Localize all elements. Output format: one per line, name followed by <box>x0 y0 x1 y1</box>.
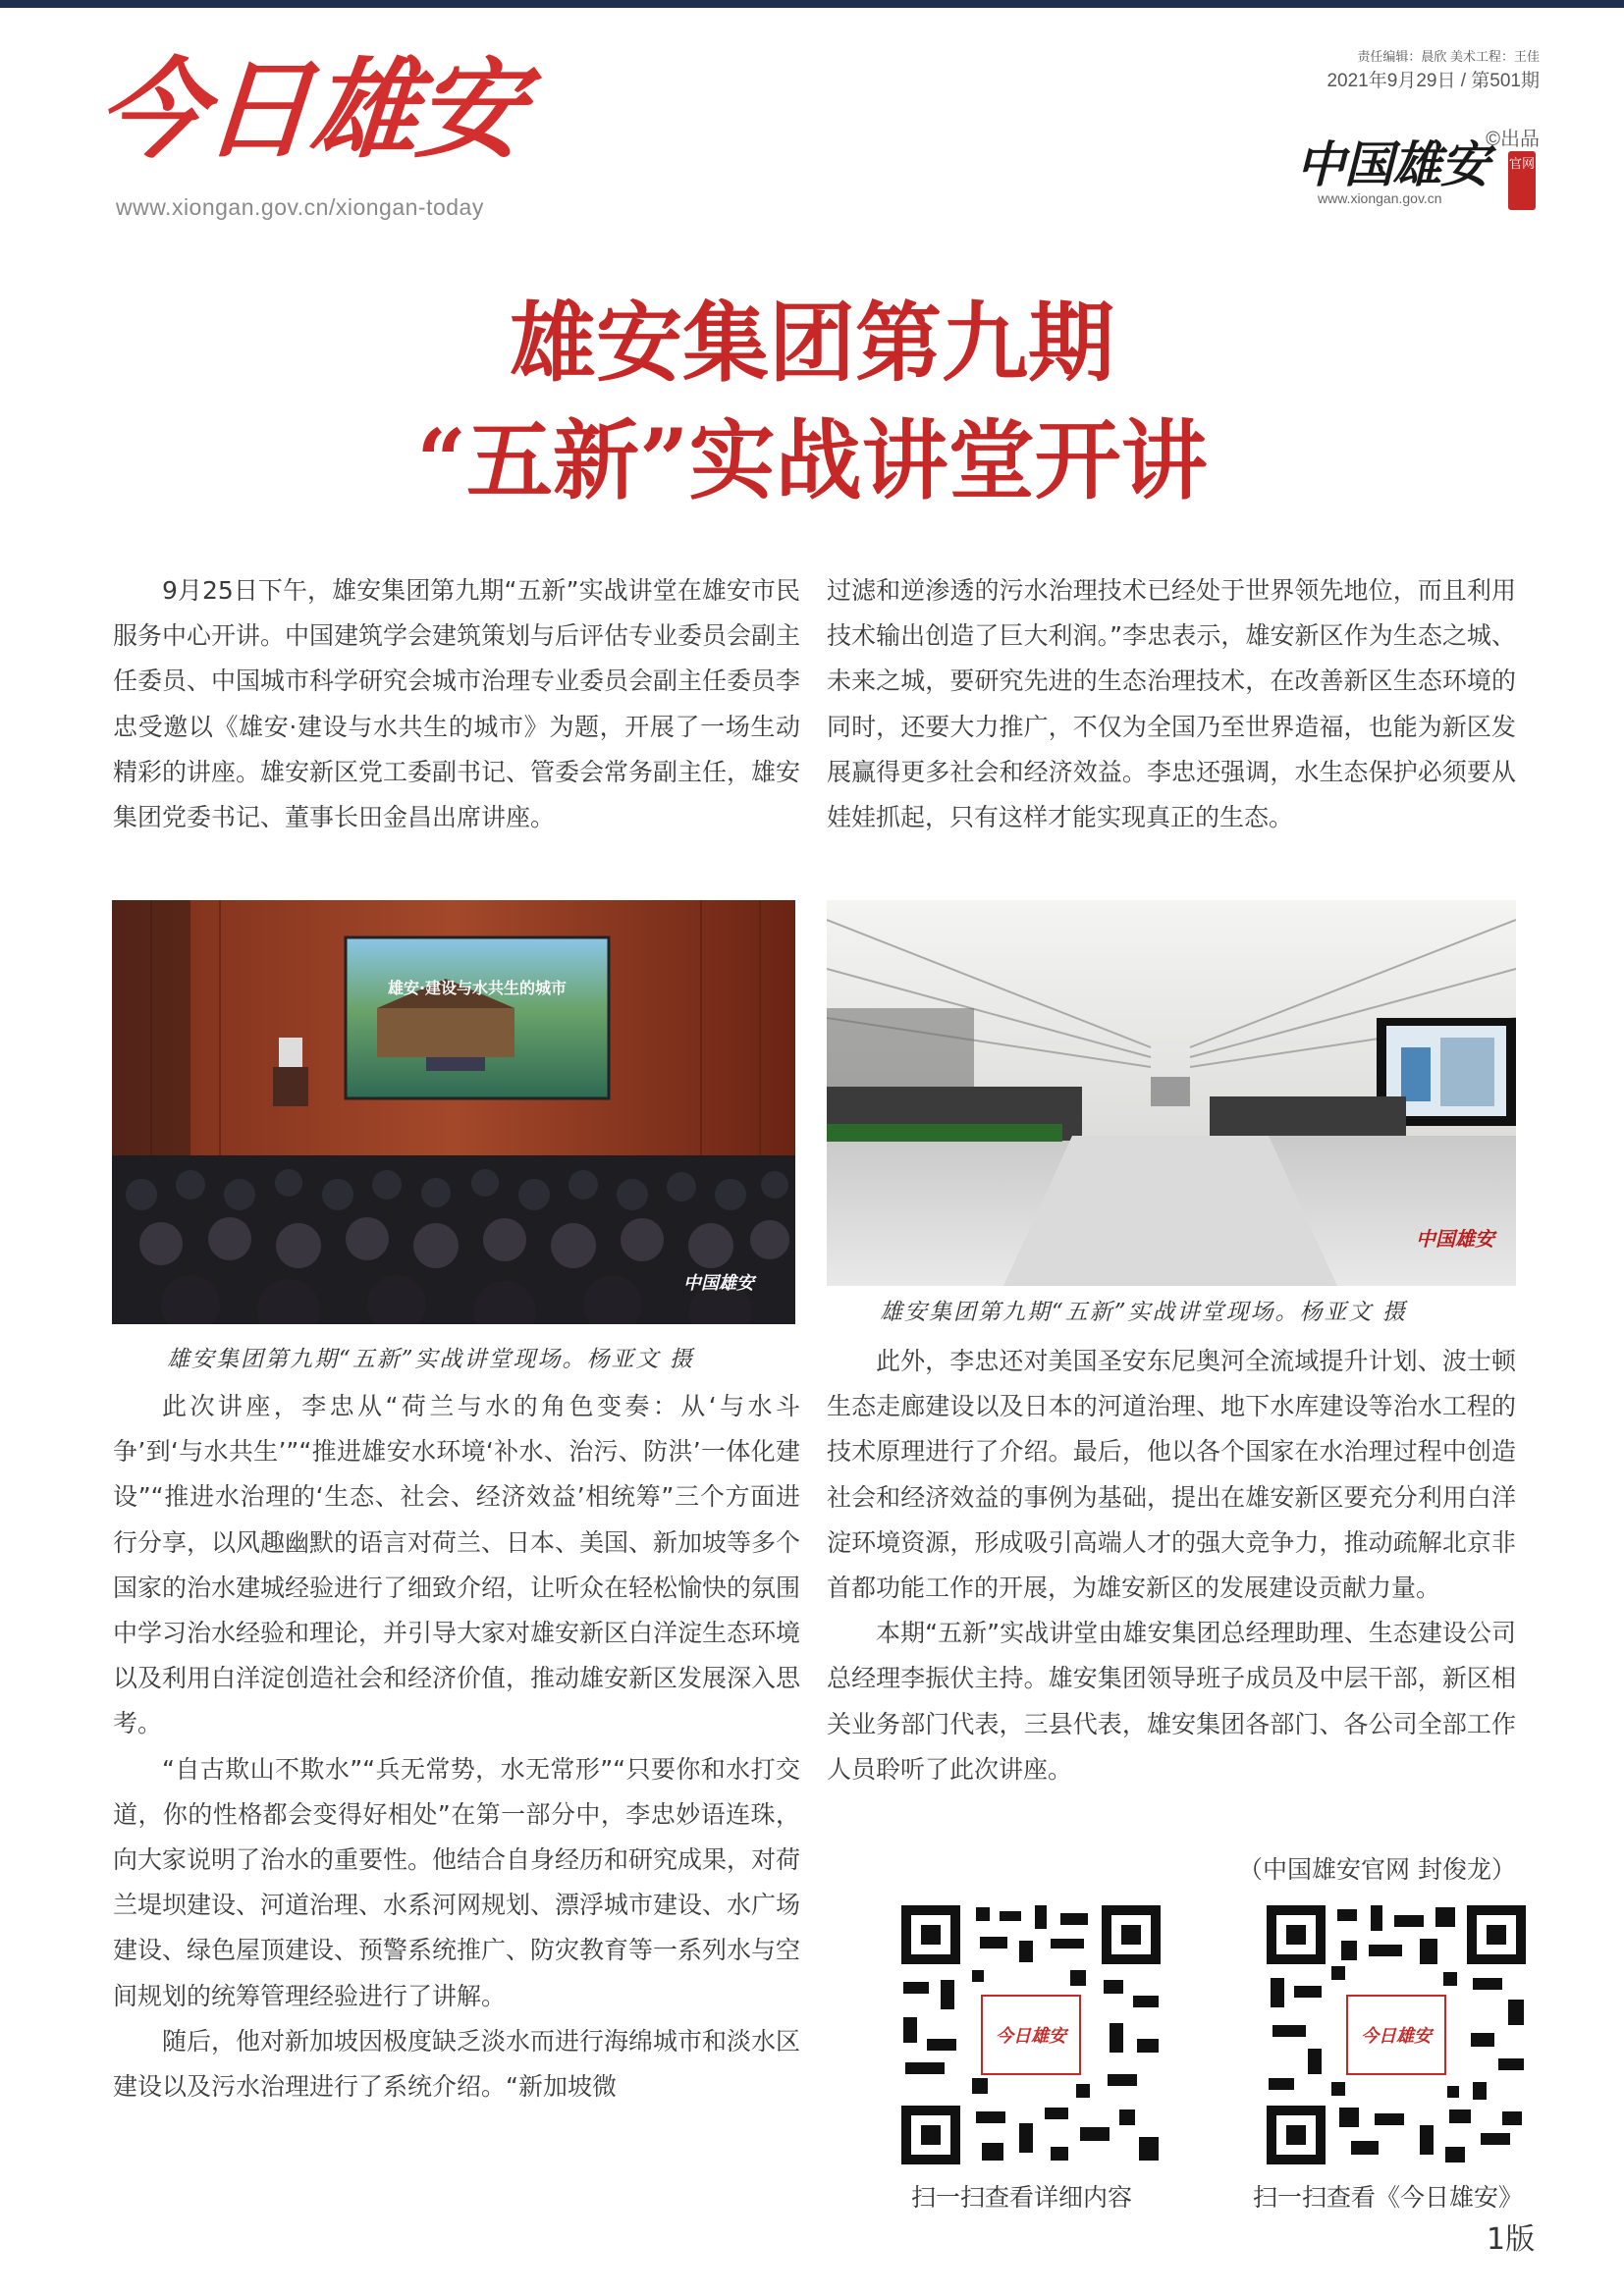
lecture-photo-2 <box>827 900 1516 1286</box>
qr-center-label: 今日雄安 <box>996 2026 1066 2047</box>
qr-caption-today: 扫一扫查看《今日雄安》 <box>1253 2183 1524 2212</box>
photo-watermark: 中国雄安 <box>1416 1227 1494 1251</box>
article-paragraph: 本期“五新”实战讲堂由雄安集团总经理助理、生态建设公司总经理李振伏主持。雄安集团领导班子成员及中层干部，新区相关业务部门代表，三县代表，雄安集团各部门、各公司全部工作人员聆听了此次讲座。 <box>827 1619 1516 1784</box>
qr-code-icon <box>1263 1901 1530 2168</box>
qr-code-detail[interactable] <box>897 1901 1164 2168</box>
masthead-url: www.xiongan.gov.cn/xiongan-today <box>116 194 484 220</box>
article-paragraph: “自古欺山不欺水”“兵无常势，水无常形”“只要你和水打交道，你的性格都会变得好相处”在第一部分中，李忠妙语连珠，向大家说明了治水的重要性。他结合自身经历和研究成果，对荷兰堤坝建设、河道治理、水系河网规划、漂浮城市建设、水广场建设、绿色屋顶建设、预警系统推广、防灾教育等一系列水与空间规划的统筹管理经验进行了讲解。 <box>113 1754 801 2010</box>
photo-watermark: 中国雄安 <box>683 1273 754 1294</box>
top-bar <box>0 0 1624 8</box>
qr-code-today[interactable] <box>1263 1901 1530 2168</box>
lecture-hall-wide-image <box>827 900 1516 1286</box>
headline-line-1: 雄安集团第九期 <box>509 292 1114 394</box>
issue-meta <box>1326 49 1540 150</box>
qr-center-label: 今日雄安 <box>1361 2026 1432 2047</box>
article-paragraph: 过滤和逆渗透的污水治理技术已经处于世界领先地位，而且利用技术输出创造了巨大利润。”李忠表示，雄安新区作为生态之城、未来之城，要研究先进的生态治理技术，在改善新区生态环境的同时，还要大力推广，不仅为全国乃至世界造福，也能为新区发展赢得更多社会和经济效益。李忠还强调，水生态保护必须要从娃娃抓起，只有这样才能实现真正的生态。 <box>827 576 1516 832</box>
article-paragraph: 9月25日下午，雄安集团第九期“五新”实战讲堂在雄安市民服务中心开讲。中国建筑学会建筑策划与后评估专业委员会副主任委员、中国城市科学研究会城市治理专业委员会副主任委员李忠受邀以《雄安·建设与水共生的城市》为题，开展了一场生动精彩的讲座。雄安新区党工委副书记、管委会常务副主任，雄安集团党委书记、董事长田金昌出席讲座。 <box>113 576 801 832</box>
brand-url: www.xiongan.gov.cn <box>1318 190 1442 206</box>
masthead-logo <box>93 46 530 198</box>
brand-logo-text: 中国雄安 <box>1296 135 1489 193</box>
article-column-right-bottom <box>827 1339 1516 1792</box>
article-paragraph: 随后，他对新加坡因极度缺乏淡水而进行海绵城市和淡水区建设以及污水治理进行了系统介绍。“新加坡微 <box>113 2026 801 2102</box>
page-number: 1版 <box>1487 2222 1536 2257</box>
article-column-left-bottom <box>113 1384 800 2109</box>
photo-caption: 雄安集团第九期“五新”实战讲堂现场。杨亚文 摄 <box>167 1347 694 1372</box>
article-paragraph: 此外，李忠还对美国圣安东尼奥河全流域提升计划、波士顿生态走廊建设以及日本的河道治理、地下水库建设等治水工程的技术原理进行了介绍。最后，他以各个国家在水治理过程中创造社会和经济效益的事例为基础，提出在雄安新区要充分利用白洋淀环境资源，形成吸引高端人才的强大竞争力，推动疏解北京非首都功能工作的开展，为雄安新区的发展建设贡献力量。 <box>827 1347 1516 1603</box>
article-column-right-top <box>827 568 1516 840</box>
lecture-hall-image <box>112 900 795 1324</box>
qr-code-icon <box>897 1901 1164 2168</box>
headline-line-2: “五新”实战讲堂开讲 <box>416 409 1208 511</box>
brand-seal: 官网 <box>1508 151 1536 210</box>
issue-date: 2021年9月29日 / 第501期 <box>1326 71 1540 91</box>
article-column-left-top <box>113 568 800 840</box>
photo-caption: 雄安集团第九期“五新”实战讲堂现场。杨亚文 摄 <box>880 1300 1407 1325</box>
editor-line: 责任编辑：晨欣 美术工程：王佳 <box>1357 49 1540 64</box>
article-byline: （中国雄安官网 封俊龙） <box>1238 1855 1516 1884</box>
lecture-photo-1 <box>112 900 795 1324</box>
article-paragraph: 此次讲座，李忠从“荷兰与水的角色变奏：从‘与水斗争’到‘与水共生’”“推进雄安水环境‘补水、治污、防洪’一体化建设”“推进水治理的‘生态、社会、经济效益’相统筹”三个方面进行分享，以风趣幽默的语言对荷兰、日本、美国、新加坡等多个国家的治水建城经验进行了细致介绍，让听众在轻松愉快的氛围中学习治水经验和理论，并引导大家对雄安新区白洋淀生态环境以及利用白洋淀创造社会和经济价值，推动雄安新区发展深入思考。 <box>113 1392 801 1738</box>
masthead-logo-text: 今日雄安 <box>93 46 527 173</box>
screen-title: 雄安·建设与水共生的城市 <box>387 979 568 997</box>
qr-caption-detail: 扫一扫查看详细内容 <box>911 2183 1133 2212</box>
credit-label: ©出品 <box>1486 129 1540 150</box>
